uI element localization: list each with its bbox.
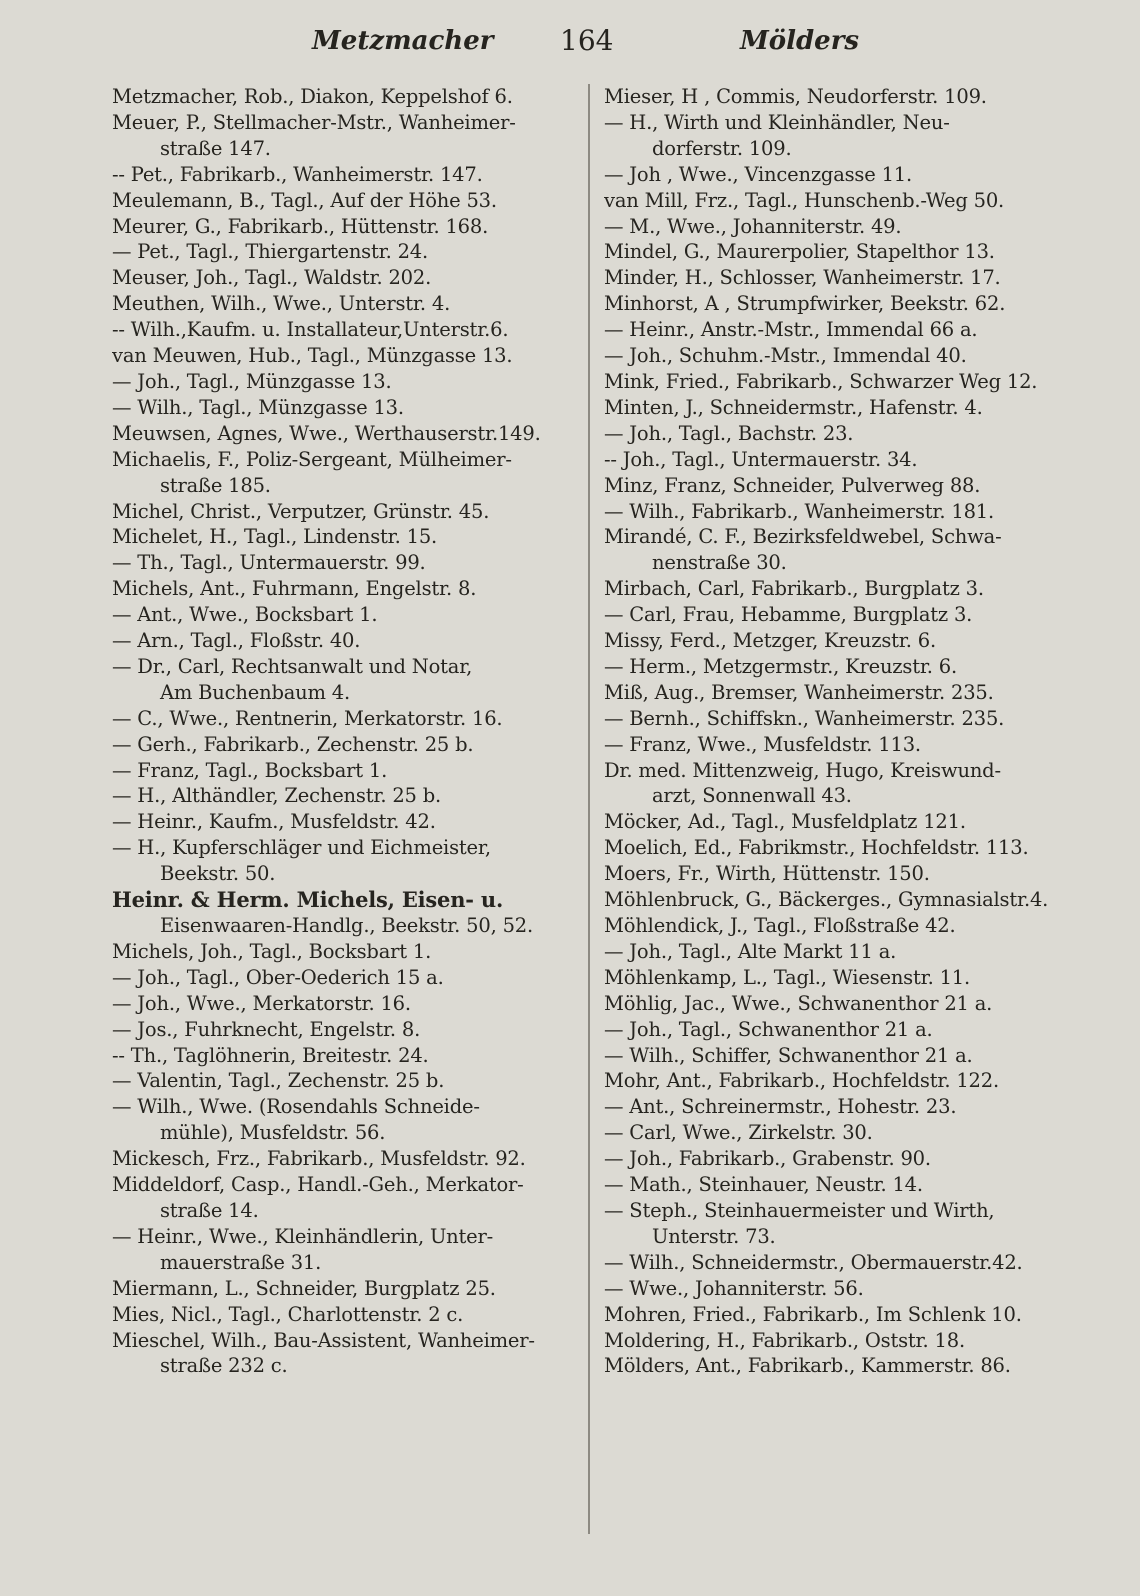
directory-entry: Moldering, H., Fabrikarb., Oststr. 18. bbox=[604, 1328, 965, 1352]
directory-entry: — H., Kupferschläger und Eichmeister, bbox=[112, 836, 491, 860]
directory-entry: van Mill, Frz., Tagl., Hunschenb.-Weg 50. bbox=[604, 188, 1005, 212]
directory-entry: Mink, Fried., Fabrikarb., Schwarzer Weg 12. bbox=[604, 369, 1038, 393]
entry-continuation-line: mühle), Musfeldstr. 56. bbox=[160, 1121, 386, 1145]
directory-entry: Michels, Joh., Tagl., Bocksbart 1. bbox=[112, 939, 432, 963]
directory-entry: -- Wilh.,Kaufm. u. Installateur,Unterstr.6. bbox=[112, 318, 509, 342]
directory-entry: Mölders, Ant., Fabrikarb., Kammerstr. 86. bbox=[604, 1354, 1011, 1378]
directory-entry: — Pet., Tagl., Thiergartenstr. 24. bbox=[112, 240, 429, 264]
directory-entry: Meuthen, Wilh., Wwe., Unterstr. 4. bbox=[112, 292, 451, 316]
entry-continuation-line: Beekstr. 50. bbox=[160, 862, 276, 886]
directory-entry: — Joh , Wwe., Vincenzgasse 11. bbox=[604, 162, 912, 186]
directory-entry: — Math., Steinhauer, Neustr. 14. bbox=[604, 1173, 923, 1197]
directory-entry: — Arn., Tagl., Floßstr. 40. bbox=[112, 629, 361, 653]
directory-entry: Mieschel, Wilh., Bau-Assistent, Wanheimer- bbox=[112, 1328, 535, 1352]
directory-entry: — Heinr., Kaufm., Musfeldstr. 42. bbox=[112, 810, 436, 834]
directory-entry: Meuwsen, Agnes, Wwe., Werthauserstr.149. bbox=[112, 421, 541, 445]
directory-entry: Miß, Aug., Bremser, Wanheimerstr. 235. bbox=[604, 680, 994, 704]
directory-entry: Meuser, Joh., Tagl., Waldstr. 202. bbox=[112, 266, 432, 290]
directory-entry: Minder, H., Schlosser, Wanheimerstr. 17. bbox=[604, 266, 1001, 290]
directory-entry: — Joh., Fabrikarb., Grabenstr. 90. bbox=[604, 1147, 931, 1171]
directory-entry: -- Th., Taglöhnerin, Breitestr. 24. bbox=[112, 1043, 429, 1067]
directory-entry: — Joh., Tagl., Münzgasse 13. bbox=[112, 369, 392, 393]
directory-entry: Dr. med. Mittenzweig, Hugo, Kreiswund- bbox=[604, 758, 1001, 782]
directory-entry: — Herm., Metzgermstr., Kreuzstr. 6. bbox=[604, 654, 958, 678]
left-column bbox=[112, 84, 580, 1379]
directory-entry: — Carl, Frau, Hebamme, Burgplatz 3. bbox=[604, 603, 973, 627]
right-column bbox=[604, 84, 1082, 1379]
entry-continuation-line: arzt, Sonnenwall 43. bbox=[652, 784, 852, 808]
directory-entry: -- Joh., Tagl., Untermauerstr. 34. bbox=[604, 447, 918, 471]
directory-entry: Möhlenkamp, L., Tagl., Wiesenstr. 11. bbox=[604, 965, 971, 989]
entry-continuation-line: dorferstr. 109. bbox=[652, 136, 792, 160]
directory-entry: Möhlenbruck, G., Bäckerges., Gymnasialstr.4. bbox=[604, 888, 1049, 912]
directory-entry: — H., Wirth und Kleinhändler, Neu- bbox=[604, 110, 950, 134]
directory-entry: Michel, Christ., Verputzer, Grünstr. 45. bbox=[112, 499, 490, 523]
header-left-keyword: Metzmacher bbox=[312, 26, 494, 56]
directory-entry: Mindel, G., Maurerpolier, Stapelthor 13. bbox=[604, 240, 995, 264]
directory-entry: — Joh., Schuhm.-Mstr., Immendal 40. bbox=[604, 344, 967, 368]
directory-entry: — Ant., Wwe., Bocksbart 1. bbox=[112, 603, 378, 627]
entry-continuation-line: straße 147. bbox=[160, 136, 271, 160]
directory-entry: — Franz, Wwe., Musfeldstr. 113. bbox=[604, 732, 921, 756]
directory-entry: Mies, Nicl., Tagl., Charlottenstr. 2 c. bbox=[112, 1302, 464, 1326]
header-right-keyword: Mölders bbox=[740, 26, 860, 56]
directory-entry: — Bernh., Schiffskn., Wanheimerstr. 235. bbox=[604, 706, 1005, 730]
directory-entry: Missy, Ferd., Metzger, Kreuzstr. 6. bbox=[604, 629, 936, 653]
directory-entry: — Heinr., Wwe., Kleinhändlerin, Unter- bbox=[112, 1224, 494, 1248]
directory-entry: — Gerh., Fabrikarb., Zechenstr. 25 b. bbox=[112, 732, 474, 756]
directory-entry: Meuer, P., Stellmacher-Mstr., Wanheimer- bbox=[112, 110, 516, 134]
directory-entry: — M., Wwe., Johanniterstr. 49. bbox=[604, 214, 902, 238]
page-number: 164 bbox=[560, 24, 614, 57]
directory-entry: Mohren, Fried., Fabrikarb., Im Schlenk 10. bbox=[604, 1302, 1022, 1326]
directory-entry: — Joh., Wwe., Merkatorstr. 16. bbox=[112, 991, 411, 1015]
directory-entry: — Ant., Schreinermstr., Hohestr. 23. bbox=[604, 1095, 957, 1119]
directory-entry: Meulemann, B., Tagl., Auf der Höhe 53. bbox=[112, 188, 497, 212]
directory-entry: — Jos., Fuhrknecht, Engelstr. 8. bbox=[112, 1017, 421, 1041]
directory-entry: — Joh., Tagl., Ober-Oederich 15 a. bbox=[112, 965, 444, 989]
directory-entry: Mickesch, Frz., Fabrikarb., Musfeldstr. 92. bbox=[112, 1147, 526, 1171]
directory-entry: Möcker, Ad., Tagl., Musfeldplatz 121. bbox=[604, 810, 966, 834]
directory-entry: — Joh., Tagl., Alte Markt 11 a. bbox=[604, 939, 897, 963]
entry-continuation-line: mauerstraße 31. bbox=[160, 1250, 322, 1274]
entry-continuation-line: Am Buchenbaum 4. bbox=[160, 680, 351, 704]
directory-entry: — Th., Tagl., Untermauerstr. 99. bbox=[112, 551, 426, 575]
page-header bbox=[80, 18, 1070, 66]
entry-continuation-line: straße 14. bbox=[160, 1198, 259, 1222]
directory-entry: Mohr, Ant., Fabrikarb., Hochfeldstr. 122. bbox=[604, 1069, 999, 1093]
directory-entry: — Joh., Tagl., Bachstr. 23. bbox=[604, 421, 854, 445]
directory-entry: Möhlendick, J., Tagl., Floßstraße 42. bbox=[604, 914, 956, 937]
directory-entry: Mirandé, C. F., Bezirksfeldwebel, Schwa- bbox=[604, 525, 1002, 549]
directory-entry: — Valentin, Tagl., Zechenstr. 25 b. bbox=[112, 1069, 445, 1093]
directory-entry: Middeldorf, Casp., Handl.-Geh., Merkator- bbox=[112, 1173, 524, 1197]
directory-entry: Möhlig, Jac., Wwe., Schwanenthor 21 a. bbox=[604, 991, 993, 1015]
entry-continuation-line: Eisenwaaren-Handlg., Beekstr. 50, 52. bbox=[160, 914, 533, 937]
directory-entry: Moelich, Ed., Fabrikmstr., Hochfeldstr. 113. bbox=[604, 836, 1029, 860]
directory-entry: Michelet, H., Tagl., Lindenstr. 15. bbox=[112, 525, 438, 549]
directory-entry: — Carl, Wwe., Zirkelstr. 30. bbox=[604, 1121, 873, 1145]
directory-entry: van Meuwen, Hub., Tagl., Münzgasse 13. bbox=[112, 344, 513, 368]
directory-entry: — Wwe., Johanniterstr. 56. bbox=[604, 1276, 864, 1300]
directory-entry: — Joh., Tagl., Schwanenthor 21 a. bbox=[604, 1017, 933, 1041]
directory-entry: Heinr. & Herm. Michels, Eisen- u. bbox=[112, 887, 504, 913]
directory-entry: — Wilh., Tagl., Münzgasse 13. bbox=[112, 395, 404, 419]
entry-continuation-line: straße 185. bbox=[160, 473, 271, 497]
directory-entry: — Wilh., Wwe. (Rosendahls Schneide- bbox=[112, 1095, 480, 1119]
directory-entry: — Wilh., Fabrikarb., Wanheimerstr. 181. bbox=[604, 499, 994, 523]
directory-entry: Minten, J., Schneidermstr., Hafenstr. 4. bbox=[604, 395, 983, 419]
directory-entry: Meurer, G., Fabrikarb., Hüttenstr. 168. bbox=[112, 214, 489, 238]
directory-entry: — Wilh., Schiffer, Schwanenthor 21 a. bbox=[604, 1043, 973, 1067]
directory-entry: — C., Wwe., Rentnerin, Merkatorstr. 16. bbox=[112, 706, 503, 730]
directory-entry: Minhorst, A , Strumpfwirker, Beekstr. 62. bbox=[604, 292, 1006, 316]
directory-entry: Michaelis, F., Poliz-Sergeant, Mülheimer- bbox=[112, 447, 512, 471]
directory-entry: Mirbach, Carl, Fabrikarb., Burgplatz 3. bbox=[604, 577, 984, 601]
directory-entry: — Wilh., Schneidermstr., Obermauerstr.42. bbox=[604, 1250, 1023, 1274]
directory-entry: Moers, Fr., Wirth, Hüttenstr. 150. bbox=[604, 862, 930, 886]
entry-continuation-line: nenstraße 30. bbox=[652, 551, 787, 575]
directory-entry: Miermann, L., Schneider, Burgplatz 25. bbox=[112, 1276, 496, 1300]
entry-continuation-line: Unterstr. 73. bbox=[652, 1224, 776, 1248]
entry-continuation-line: straße 232 c. bbox=[160, 1354, 288, 1378]
directory-entry: Michels, Ant., Fuhrmann, Engelstr. 8. bbox=[112, 577, 477, 601]
directory-entry: — Steph., Steinhauermeister und Wirth, bbox=[604, 1198, 995, 1222]
directory-entry: — Heinr., Anstr.-Mstr., Immendal 66 a. bbox=[604, 318, 978, 342]
directory-entry: Minz, Franz, Schneider, Pulverweg 88. bbox=[604, 473, 981, 497]
directory-entry: Mieser, H , Commis, Neudorferstr. 109. bbox=[604, 85, 987, 108]
directory-entry: — H., Althändler, Zechenstr. 25 b. bbox=[112, 784, 442, 808]
column-divider bbox=[588, 84, 590, 1534]
directory-entry: — Franz, Tagl., Bocksbart 1. bbox=[112, 758, 388, 782]
directory-entry: -- Pet., Fabrikarb., Wanheimerstr. 147. bbox=[112, 162, 483, 186]
directory-entry: — Dr., Carl, Rechtsanwalt und Notar, bbox=[112, 654, 473, 678]
directory-entry: Metzmacher, Rob., Diakon, Keppelshof 6. bbox=[112, 85, 513, 108]
